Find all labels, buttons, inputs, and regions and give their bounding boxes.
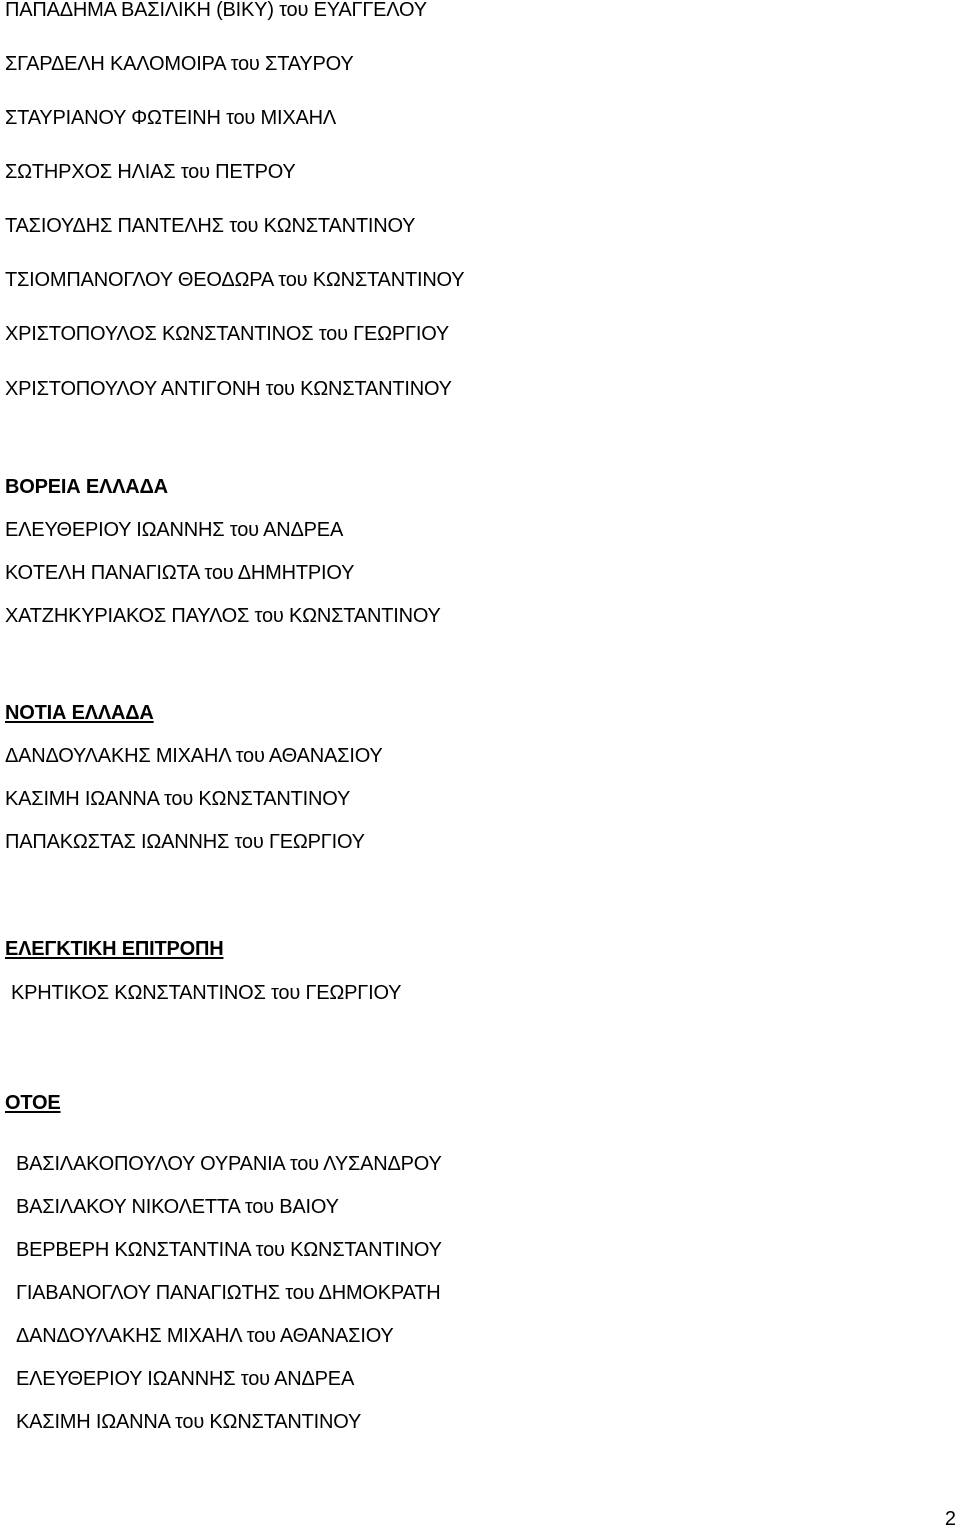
list-item: ΕΛΕΥΘΕΡΙΟΥ ΙΩΑΝΝΗΣ του ΑΝΔΡΕΑ [5,519,344,541]
list-item: ΣΓΑΡΔΕΛΗ ΚΑΛΟΜΟΙΡΑ του ΣΤΑΥΡΟΥ [5,53,354,75]
list-item: ΒΑΣΙΛΑΚΟΥ ΝΙΚΟΛΕΤΤΑ του ΒΑΙΟΥ [16,1196,339,1218]
list-item: ΧΡΙΣΤΟΠΟΥΛΟΥ ΑΝΤΙΓΟΝΗ του ΚΩΝΣΤΑΝΤΙΝΟΥ [5,378,452,400]
list-item: ΔΑΝΔΟΥΛΑΚΗΣ ΜΙΧΑΗΛ του ΑΘΑΝΑΣΙΟΥ [16,1325,394,1347]
list-item: ΒΕΡΒΕΡΗ ΚΩΝΣΤΑΝΤΙΝΑ του ΚΩΝΣΤΑΝΤΙΝΟΥ [16,1239,442,1261]
page-number: 2 [944,1508,956,1530]
list-item: ΒΑΣΙΛΑΚΟΠΟΥΛΟΥ ΟΥΡΑΝΙΑ του ΛΥΣΑΝΔΡΟΥ [16,1153,442,1175]
list-item: ΚΟΤΕΛΗ ΠΑΝΑΓΙΩΤΑ του ΔΗΜΗΤΡΙΟΥ [5,562,355,584]
list-item: ΤΑΣΙΟΥΔΗΣ ΠΑΝΤΕΛΗΣ του ΚΩΝΣΤΑΝΤΙΝΟΥ [5,215,416,237]
list-item: ΚΑΣΙΜΗ ΙΩΑΝΝΑ του ΚΩΝΣΤΑΝΤΙΝΟΥ [16,1411,362,1433]
section-heading-otoe: ΟΤΟΕ [5,1092,61,1114]
list-item: ΠΑΠΑΔΗΜΑ ΒΑΣΙΛΙΚΗ (ΒΙΚΥ) του ΕΥΑΓΓΕΛΟΥ [5,0,427,21]
section-heading-north: ΒΟΡΕΙΑ ΕΛΛΑΔΑ [5,476,168,498]
list-item: ΕΛΕΥΘΕΡΙΟΥ ΙΩΑΝΝΗΣ του ΑΝΔΡΕΑ [16,1368,355,1390]
list-item: ΚΡΗΤΙΚΟΣ ΚΩΝΣΤΑΝΤΙΝΟΣ του ΓΕΩΡΓΙΟΥ [11,982,402,1004]
section-heading-audit: ΕΛΕΓΚΤΙΚΗ ΕΠΙΤΡΟΠΗ [5,938,224,960]
list-item: ΓΙΑΒΑΝΟΓΛΟΥ ΠΑΝΑΓΙΩΤΗΣ του ΔΗΜΟΚΡΑΤΗ [16,1282,441,1304]
list-item: ΧΑΤΖΗΚΥΡΙΑΚΟΣ ΠΑΥΛΟΣ του ΚΩΝΣΤΑΝΤΙΝΟΥ [5,605,441,627]
section-heading-south: ΝΟΤΙΑ ΕΛΛΑΔΑ [5,702,154,724]
list-item: ΣΤΑΥΡΙΑΝΟΥ ΦΩΤΕΙΝΗ του ΜΙΧΑΗΛ [5,107,337,129]
list-item: ΤΣΙΟΜΠΑΝΟΓΛΟΥ ΘΕΟΔΩΡΑ του ΚΩΝΣΤΑΝΤΙΝΟΥ [5,269,465,291]
list-item: ΧΡΙΣΤΟΠΟΥΛΟΣ ΚΩΝΣΤΑΝΤΙΝΟΣ του ΓΕΩΡΓΙΟΥ [5,323,450,345]
list-item: ΔΑΝΔΟΥΛΑΚΗΣ ΜΙΧΑΗΛ του ΑΘΑΝΑΣΙΟΥ [5,745,383,767]
list-item: ΠΑΠΑΚΩΣΤΑΣ ΙΩΑΝΝΗΣ του ΓΕΩΡΓΙΟΥ [5,831,365,853]
list-item: ΣΩΤΗΡΧΟΣ ΗΛΙΑΣ του ΠΕΤΡΟΥ [5,161,296,183]
list-item: ΚΑΣΙΜΗ ΙΩΑΝΝΑ του ΚΩΝΣΤΑΝΤΙΝΟΥ [5,788,351,810]
